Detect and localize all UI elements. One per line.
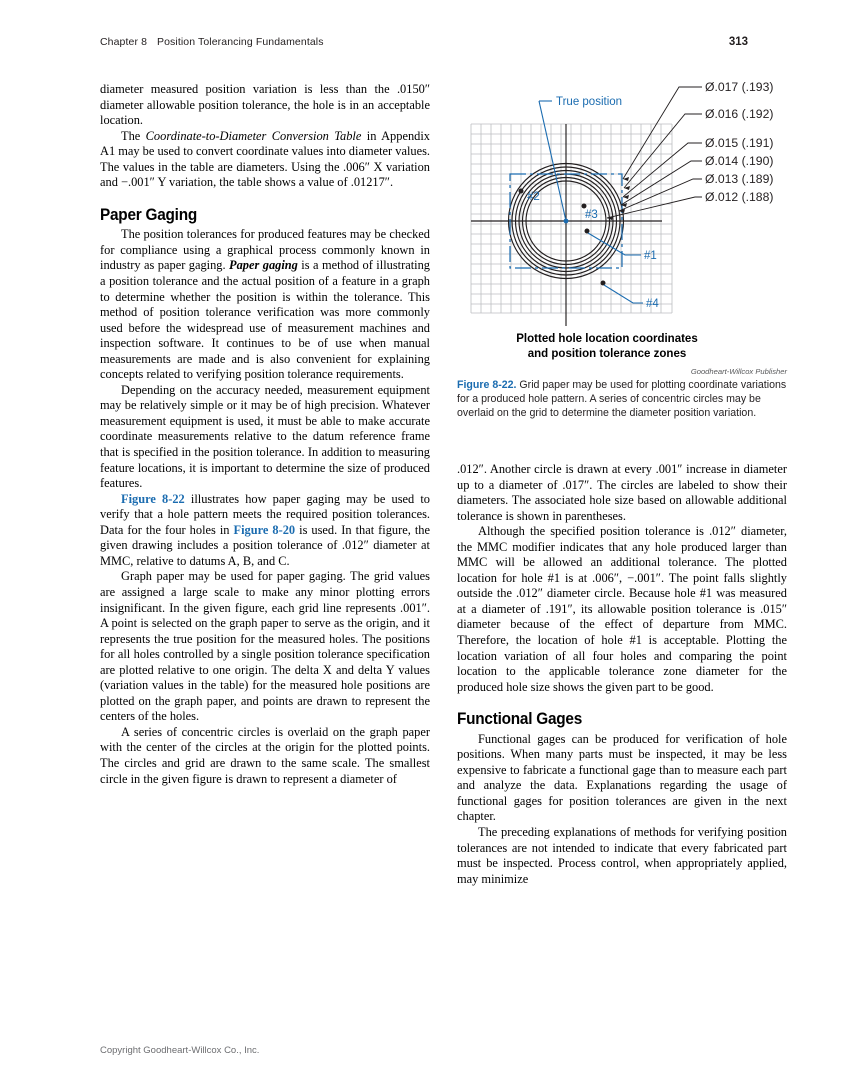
paragraph-p3: The position tolerances for produced features may be checked for compliance using a graphical process commonly known in industry as paper gaging. Paper gaging is a method of illustrating a position tolerance and the actual position of a feature in a graph to determine whether the position is within the tolerance. This method of position tolerance verification was more commonly used before the widespread use of measurement machines and inspection software. It continues to be of use when manual measurements are made and is also convenient for explaining concepts related to verifying position tolerance requirements. xyxy=(100,227,430,382)
figure-title-line1: Plotted hole location coordinates xyxy=(516,333,698,345)
diameter-label-015: Ø.015 (.191) xyxy=(705,136,774,150)
paragraph-p4: Depending on the accuracy needed, measurement equipment may be relatively simple or it may be of high precision. Whatever measurement equipment is used, it must be able to make accurate coordinate measurements relative to the datum reference frame that is specified in the position tolerance. In addition to measuring feature locations, it is important to determine the size of produced features. xyxy=(100,382,430,491)
paragraph-r3: Functional gages can be produced for verification of hole positions. When many parts must be inspected, it may be less expensive to fabricate a functional gage than to measure each part and analyze the data. Explanations regarding the usage of functional gages for position tolerances are given in the next chapter. xyxy=(457,731,787,824)
paragraph-p1: diameter measured position variation is less than the .0150″ diameter allowable position tolerance, the hole is in an acceptable location. xyxy=(100,82,430,128)
right-column xyxy=(457,462,787,887)
hole-point-1 xyxy=(585,229,590,234)
diameter-label-012: Ø.012 (.188) xyxy=(705,190,774,204)
paragraph-p7: A series of concentric circles is overlaid on the graph paper with the center of the circles at the origin for the plotted points. The circles and grid are drawn to the same scale. The smallest circle in the given figure is drawn to represent a diameter of xyxy=(100,724,430,786)
chapter-number: Chapter 8 xyxy=(100,36,148,48)
running-head xyxy=(100,36,748,48)
paragraph-r4: The preceding explanations of methods for verifying position tolerances are not intended to indicate that every fabricated part must be inspected. Process control, when appropriately applied, may minimize xyxy=(457,825,787,886)
hole-point-4 xyxy=(601,281,606,286)
section-heading-functional-gages: Functional Gages xyxy=(457,710,583,729)
true-position-leader xyxy=(539,101,566,221)
paper-gage-diagram xyxy=(457,78,849,328)
figure-cross-reference[interactable]: Figure 8-20 xyxy=(233,522,296,537)
diameter-callouts xyxy=(705,80,773,204)
true-position-label: True position xyxy=(556,96,623,108)
copyright-footer: Copyright Goodheart-Willcox Co., Inc. xyxy=(100,1045,260,1056)
figure-caption-text: Grid paper may be used for plotting coordinate variations for a produced hole pattern. A series of concentric circles may be overlaid on the grid to determine the diameter position variation. xyxy=(457,379,787,420)
paragraph-p2: The Coordinate-to-Diameter Conversion Table in Appendix A1 may be used to convert coordinate values into diameter values. The values in the table are diameters. Using the .006″ X variation and −.001″ Y variation, the table shows a value of .01217″. xyxy=(100,128,430,190)
diameter-label-017: Ø.017 (.193) xyxy=(705,80,774,94)
figure-number: Figure 8-22. xyxy=(457,379,517,391)
paragraph-r2: Although the specified position tolerance is .012″ diameter, the MMC modifier indicates that any hole produced larger than MMC will be allowed an additional tolerance. The plotted location for hole #1 is at .006″, −.001″. The point falls slightly outside the .012″ diameter circle. Because hole #1 was measured at a diameter of .191″, its allowable position tolerance is .015″ diameter because of the effect of departure from MMC. Therefore, the location of hole #1 is acceptable. Plotting the location variation of all four holes and comparing the point location to the applicable tolerance zone diameter for the produced hole size shows the given part to be good. xyxy=(457,524,787,694)
chapter-title: Position Tolerancing Fundamentals xyxy=(157,36,324,48)
left-column xyxy=(100,82,430,787)
figure-8-22 xyxy=(457,78,849,421)
hole-label-1: #1 xyxy=(644,250,657,262)
figure-credit: Goodheart-Willcox Publisher xyxy=(690,367,787,376)
paragraph-r1: .012″. Another circle is drawn at every .001″ increase in diameter up to a diameter of .017″. The circles are labeled to show their diameters. The associated hole size based on allowable additional tolerance is shown in parentheses. xyxy=(457,462,787,523)
figure-title xyxy=(457,332,757,361)
figure-artwork xyxy=(457,78,849,328)
diameter-label-013: Ø.013 (.189) xyxy=(705,172,774,186)
diameter-label-014: Ø.014 (.190) xyxy=(705,154,774,168)
hole-point-3 xyxy=(582,204,587,209)
hole-label-2: #2 xyxy=(527,191,540,203)
paragraph-p6: Graph paper may be used for paper gaging. The grid values are assigned a large scale to make any minor plotting errors insignificant. In the given figure, each grid line represents .001″. A point is selected on the graph paper to serve as the origin, and it represents the true position for the measured holes. The positions for all holes controlled by a single position tolerance specification are plotted relative to one origin. The delta X and delta Y values (variation values in the table) for the measured hole positions are plotted on the graph paper, and points are drawn to represent the centers of the holes. xyxy=(100,569,430,724)
hole-label-3: #3 xyxy=(585,209,598,221)
figure-caption xyxy=(457,378,787,421)
diameter-label-016: Ø.016 (.192) xyxy=(705,107,774,121)
section-heading-paper-gaging: Paper Gaging xyxy=(100,205,197,224)
figure-title-line2: and position tolerance zones xyxy=(527,347,687,360)
right-column-body xyxy=(457,462,787,887)
page-number: 313 xyxy=(728,36,748,48)
running-head-left xyxy=(100,36,324,48)
left-column-body xyxy=(100,82,430,787)
paragraph-p5: Figure 8-22 illustrates how paper gaging may be used to verify that a hole pattern meets the required position tolerances. Data for the four holes in Figure 8-20 is used. In that figure, the given drawing includes a position tolerance of .012″ diameter at MMC, relative to datums A, B, and C. xyxy=(100,491,430,568)
hole-point-2 xyxy=(519,189,524,194)
figure-cross-reference[interactable]: Figure 8-22 xyxy=(121,491,185,506)
hole-label-4: #4 xyxy=(646,298,659,310)
grid-paper xyxy=(471,124,672,313)
